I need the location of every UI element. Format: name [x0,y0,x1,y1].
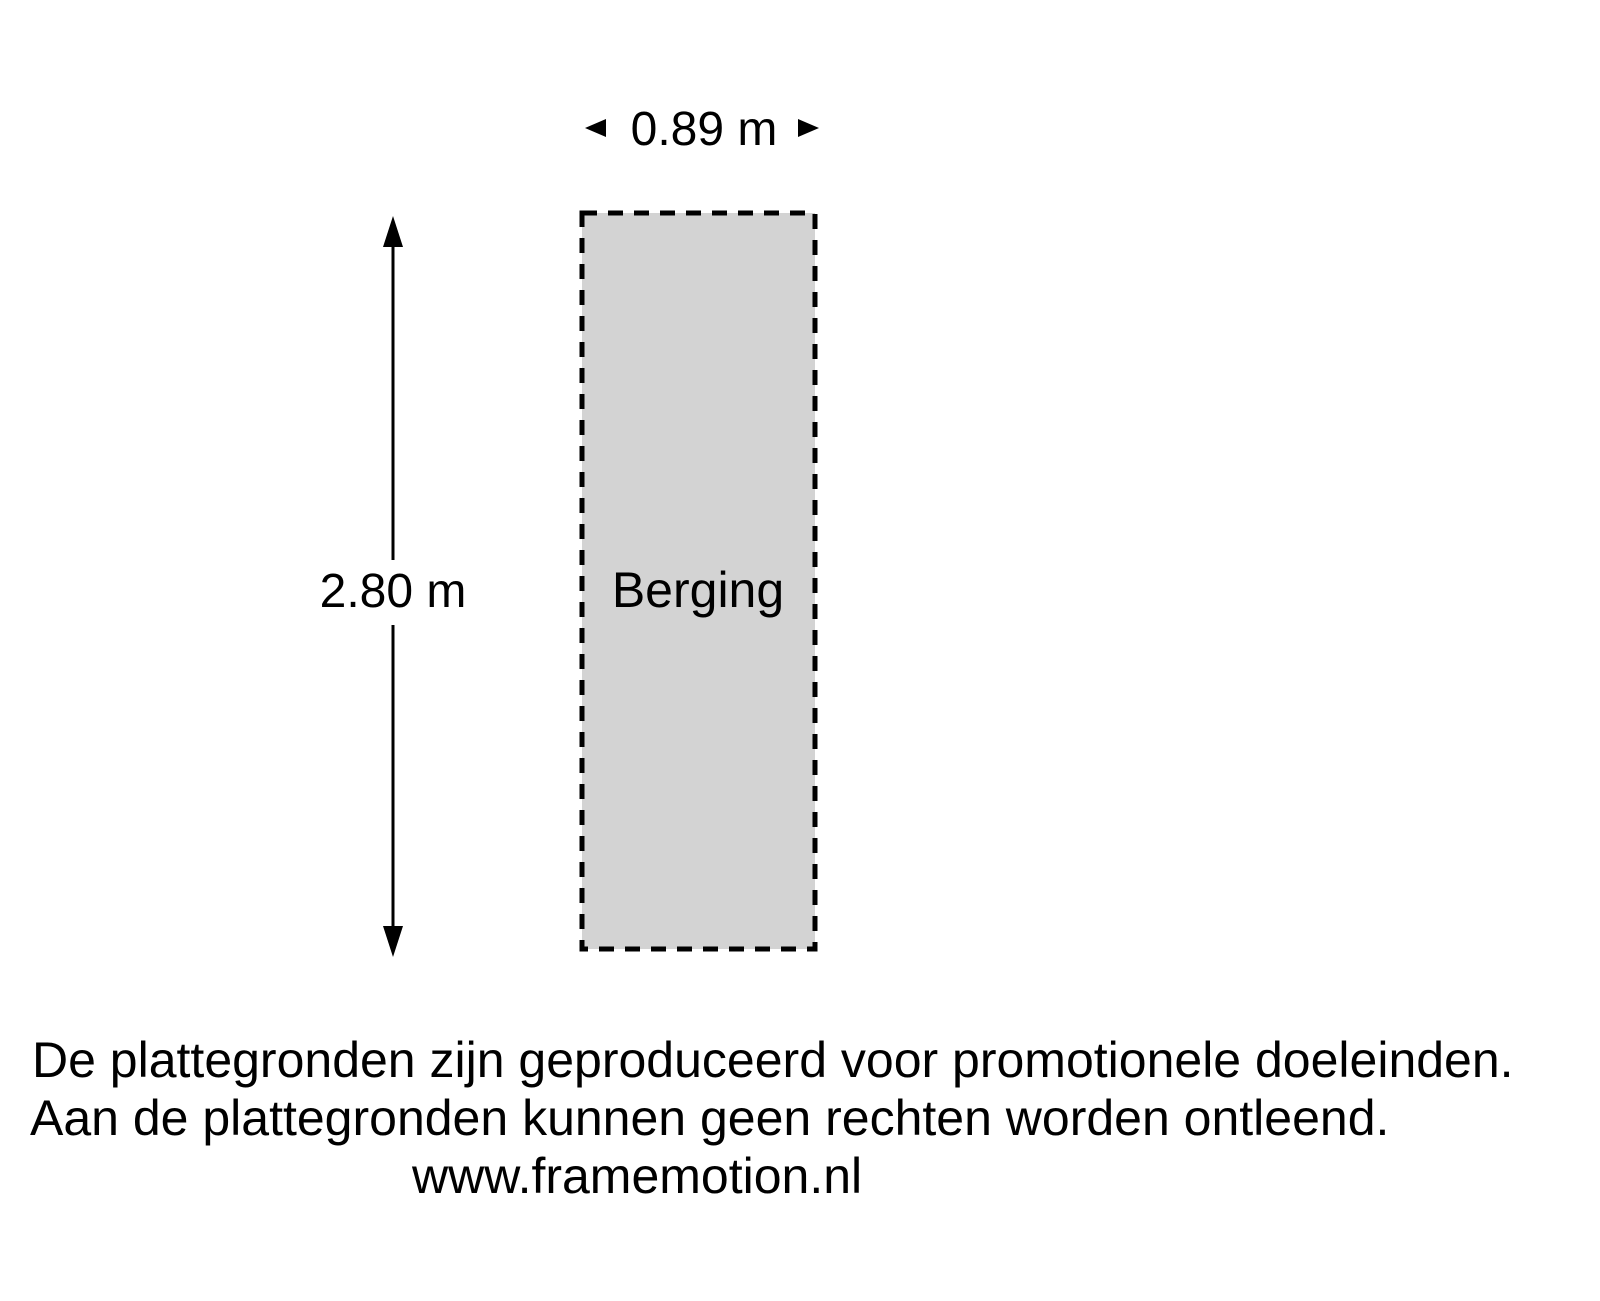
website-url: www.framemotion.nl [412,1148,863,1204]
arrow-right-icon [798,119,819,137]
arrow-down-icon [383,926,403,957]
disclaimer-line-2: Aan de plattegronden kunnen geen rechten worden ontleend. [30,1090,1390,1146]
arrow-up-icon [383,216,403,247]
width-dimension-label: 0.89 m [630,103,778,156]
length-dimension-label: 2.80 m [319,565,467,618]
arrow-left-icon [585,119,606,137]
room-label-berging: Berging [611,562,785,618]
disclaimer-line-1: De plattegronden zijn geproduceerd voor promotionele doeleinden. [32,1032,1514,1088]
